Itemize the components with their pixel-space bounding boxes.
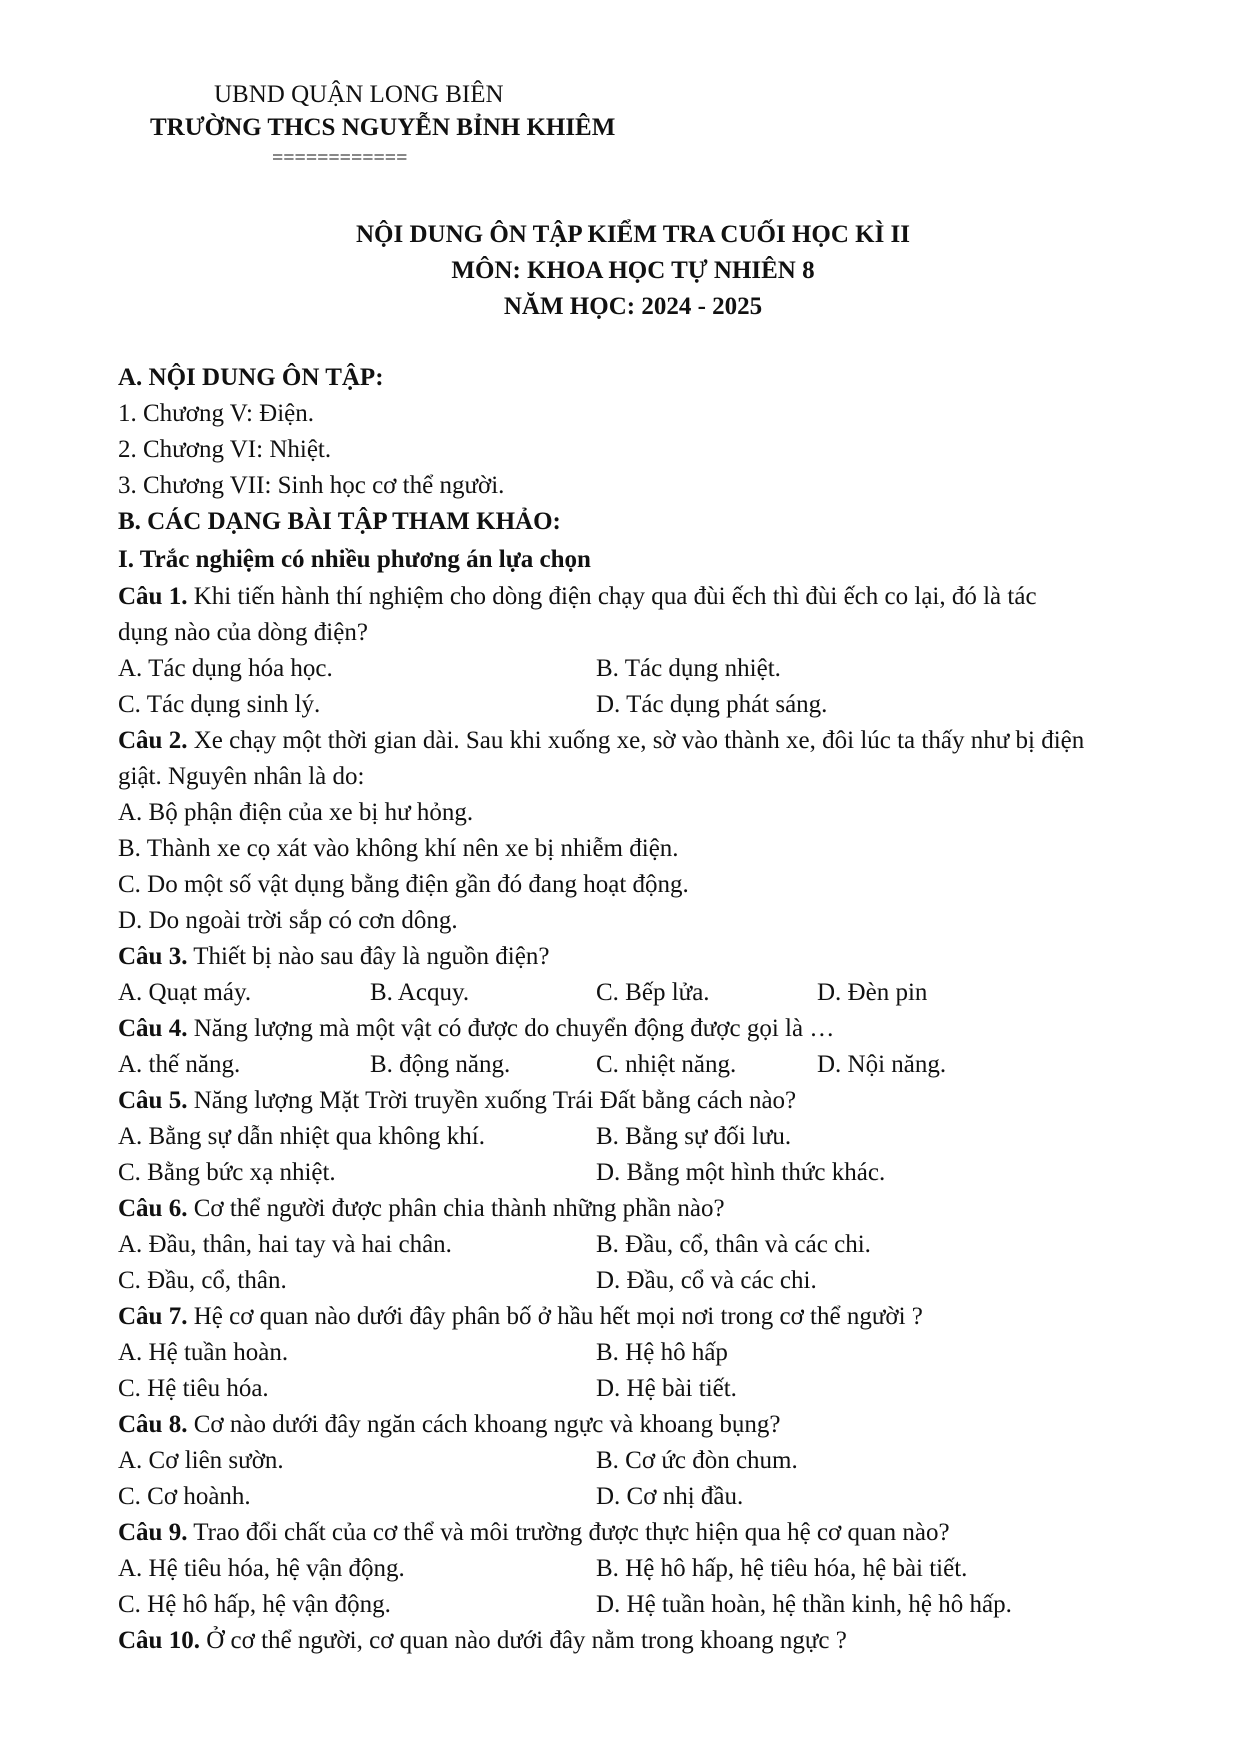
option-d: D. Bằng một hình thức khác. [596,1159,886,1186]
option-a: A. Quạt máy. [118,979,252,1006]
question-number: Câu 7. [118,1303,188,1330]
question-number: Câu 10. [118,1627,200,1654]
option-b: B. Đầu, cổ, thân và các chi. [596,1231,871,1258]
question-text: Hệ cơ quan nào dưới đây phân bố ở hầu hết mọi nơi trong cơ thể người ? [187,1303,923,1330]
question-text: Thiết bị nào sau đây là nguồn điện? [187,943,550,970]
question-7 [118,1302,923,1332]
option-b: B. Hệ hô hấp, hệ tiêu hóa, hệ bài tiết. [596,1555,968,1582]
district-name: UBND QUẬN LONG BIÊN [214,81,504,108]
option-d: D. Do ngoài trời sắp có cơn dông. [118,907,458,934]
question-text: Cơ thể người được phân chia thành những phần nào? [187,1195,725,1222]
question-text: Cơ nào dưới đây ngăn cách khoang ngực và khoang bụng? [187,1411,781,1438]
question-number: Câu 2. [118,727,188,754]
option-c: C. Đầu, cổ, thân. [118,1267,287,1294]
school-name: TRƯỜNG THCS NGUYỄN BỈNH KHIÊM [150,114,616,141]
option-a: A. Đầu, thân, hai tay và hai chân. [118,1231,452,1258]
question-text: Khi tiến hành thí nghiệm cho dòng điện chạy qua đùi ếch thì đùi ếch co lại, đó là tác [187,583,1037,610]
option-c: C. Cơ hoành. [118,1483,251,1510]
option-b: B. Hệ hô hấp [596,1339,728,1366]
question-3 [118,942,549,972]
question-8 [118,1410,780,1440]
option-c: C. Hệ hô hấp, hệ vận động. [118,1591,391,1618]
option-c: C. Bếp lửa. [596,979,710,1006]
option-d: D. Hệ tuần hoàn, hệ thần kinh, hệ hô hấp. [596,1591,1012,1618]
option-a: A. thế năng. [118,1051,241,1078]
option-d: D. Đèn pin [817,979,928,1006]
option-a: A. Tác dụng hóa học. [118,655,333,682]
question-text: Năng lượng mà một vật có được do chuyển động được gọi là … [187,1015,835,1042]
question-6 [118,1194,725,1224]
question-text: Xe chạy một thời gian dài. Sau khi xuống xe, sờ vào thành xe, đôi lúc ta thấy như bị điện [187,727,1085,754]
question-4 [118,1014,834,1044]
option-c: C. Do một số vật dụng bằng điện gần đó đang hoạt động. [118,871,689,898]
question-number: Câu 6. [118,1195,188,1222]
section-b-subheading: I. Trắc nghiệm có nhiều phương án lựa chọn [118,546,591,573]
document-title: NỘI DUNG ÔN TẬP KIỂM TRA CUỐI HỌC KÌ II [355,221,911,248]
option-d: D. Cơ nhị đầu. [596,1483,744,1510]
chapter-item: 1. Chương V: Điện. [118,400,314,427]
option-a: A. Bộ phận điện của xe bị hư hỏng. [118,799,474,826]
option-c: C. Bằng bức xạ nhiệt. [118,1159,336,1186]
option-c: C. Tác dụng sinh lý. [118,691,321,718]
option-d: D. Hệ bài tiết. [596,1375,737,1402]
question-number: Câu 8. [118,1411,188,1438]
question-text-cont: dụng nào của dòng điện? [118,619,368,646]
question-text: Năng lượng Mặt Trời truyền xuống Trái Đất bằng cách nào? [187,1087,797,1114]
option-b: B. Bằng sự đối lưu. [596,1123,792,1150]
question-2 [118,726,1084,756]
chapter-item: 2. Chương VI: Nhiệt. [118,436,332,463]
option-d: D. Đầu, cổ và các chi. [596,1267,817,1294]
question-number: Câu 5. [118,1087,188,1114]
subject-title: MÔN: KHOA HỌC TỰ NHIÊN 8 [451,257,815,284]
school-year: NĂM HỌC: 2024 - 2025 [503,293,763,320]
question-number: Câu 9. [118,1519,188,1546]
option-a: A. Hệ tiêu hóa, hệ vận động. [118,1555,405,1582]
option-b: B. Thành xe cọ xát vào không khí nên xe bị nhiễm điện. [118,835,679,862]
option-b: B. Tác dụng nhiệt. [596,655,781,682]
option-c: C. nhiệt năng. [596,1051,737,1078]
option-a: A. Hệ tuần hoàn. [118,1339,289,1366]
option-d: D. Nội năng. [817,1051,947,1078]
question-10 [118,1626,847,1656]
section-b-heading: B. CÁC DẠNG BÀI TẬP THAM KHẢO: [118,508,561,535]
question-5 [118,1086,796,1116]
option-a: A. Cơ liên sườn. [118,1447,284,1474]
question-number: Câu 1. [118,583,188,610]
question-9 [118,1518,950,1548]
question-text-cont: giật. Nguyên nhân là do: [118,763,365,790]
option-c: C. Hệ tiêu hóa. [118,1375,269,1402]
chapter-item: 3. Chương VII: Sinh học cơ thể người. [118,472,505,499]
question-text: Ở cơ thể người, cơ quan nào dưới đây nằm trong khoang ngực ? [199,1627,847,1654]
section-a-heading: A. NỘI DUNG ÔN TẬP: [118,364,384,391]
option-b: B. Acquy. [370,979,470,1006]
header-separator: ============ [272,147,408,169]
question-number: Câu 4. [118,1015,188,1042]
option-a: A. Bằng sự dẫn nhiệt qua không khí. [118,1123,485,1150]
question-1 [118,582,1037,612]
option-b: B. động năng. [370,1051,511,1078]
question-number: Câu 3. [118,943,188,970]
question-text: Trao đổi chất của cơ thể và môi trường được thực hiện qua hệ cơ quan nào? [187,1519,950,1546]
option-b: B. Cơ ức đòn chum. [596,1447,798,1474]
option-d: D. Tác dụng phát sáng. [596,691,828,718]
